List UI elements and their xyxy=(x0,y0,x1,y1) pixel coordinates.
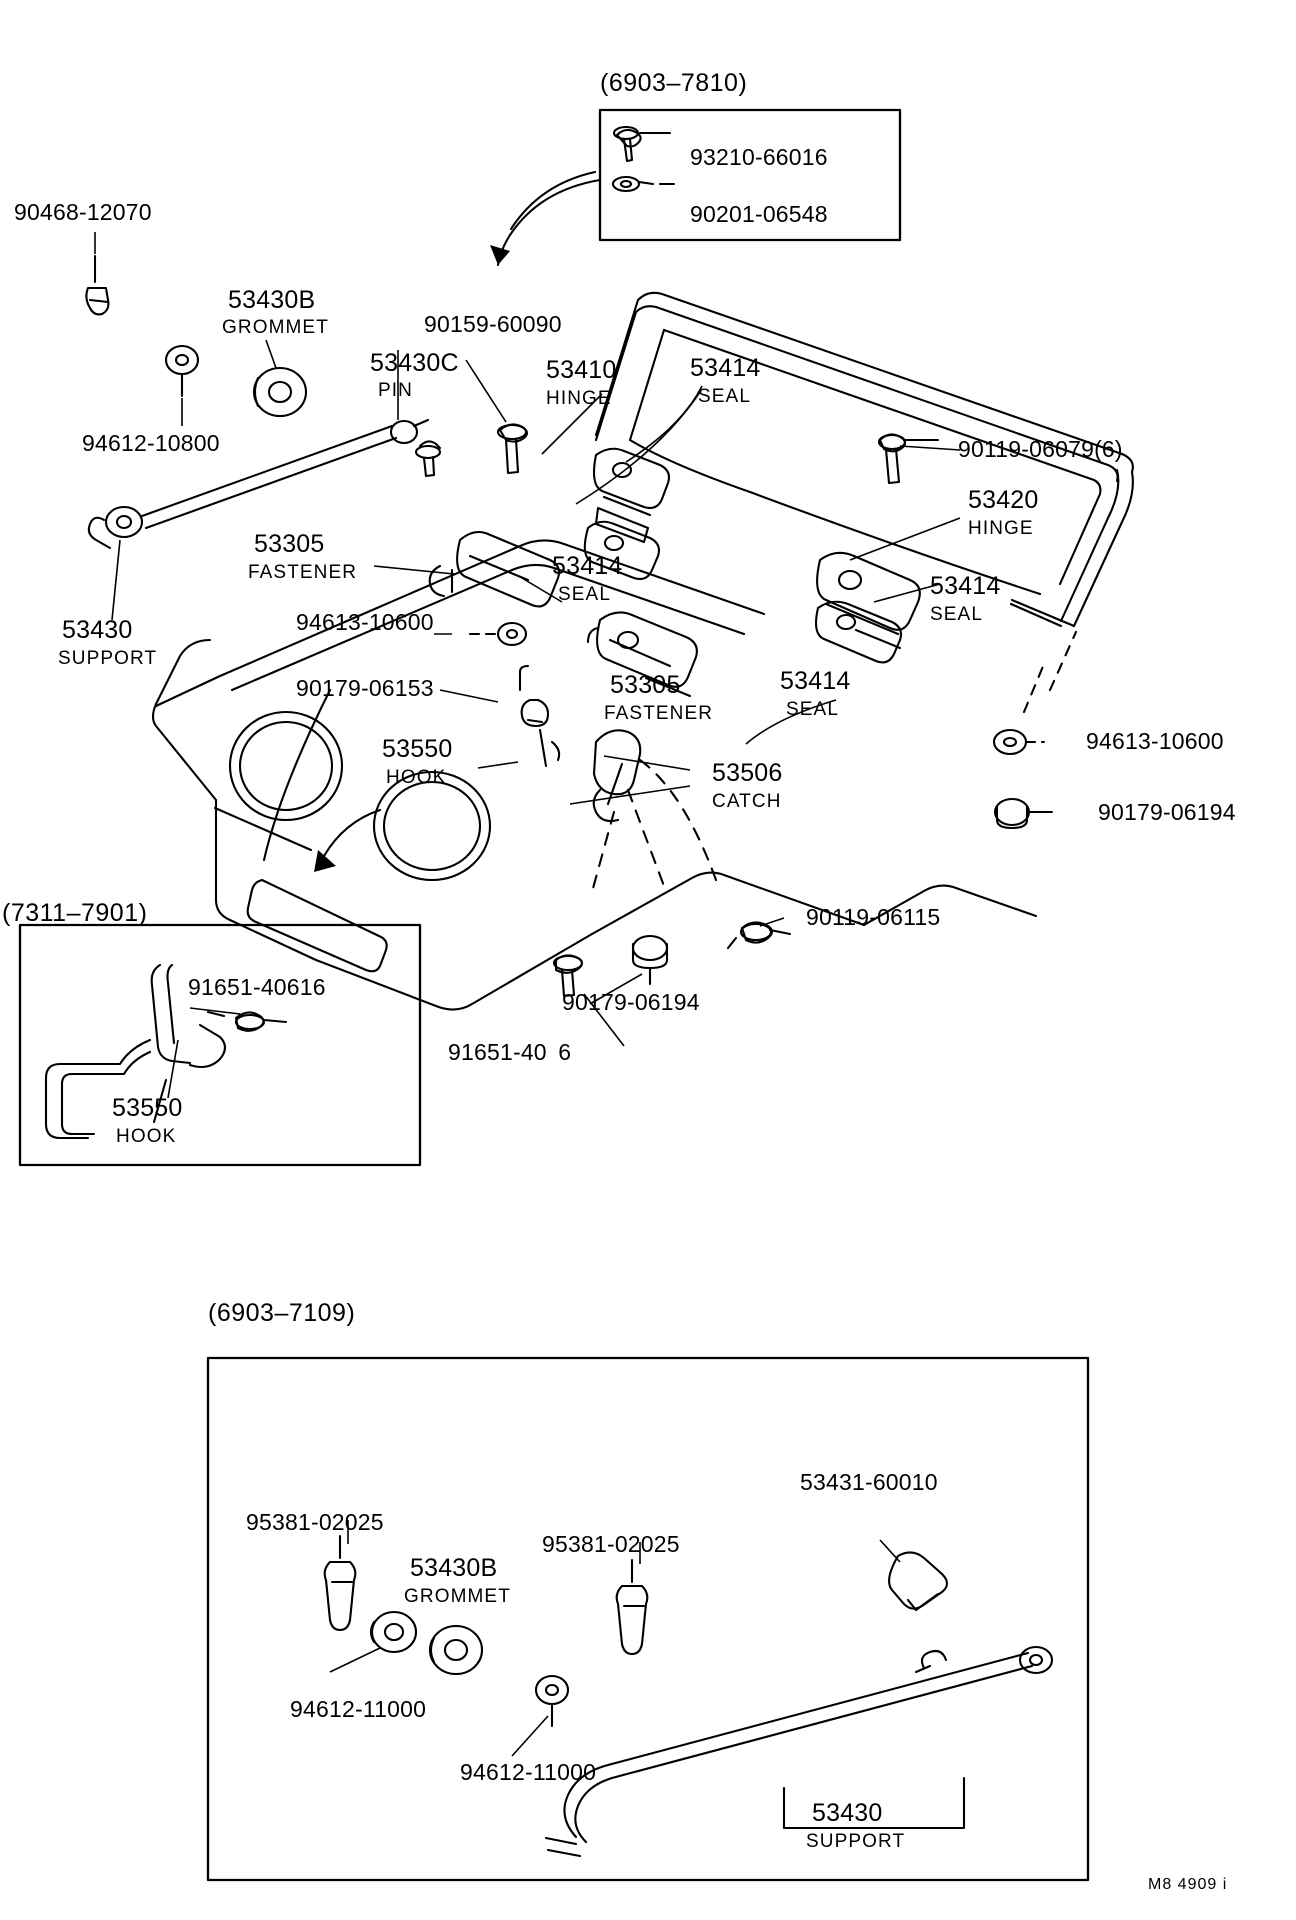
callout-90201-06548: 90201-06548 xyxy=(690,201,828,227)
callout-53430B: 53430B xyxy=(228,286,316,314)
callout-53305-mid-name: FASTENER xyxy=(604,703,714,724)
callout-53414-top-name: SEAL xyxy=(698,386,751,407)
callout-90179-06153: 90179-06153 xyxy=(296,675,434,701)
callout-90119-06115: 90119-06115 xyxy=(806,904,941,930)
callout-53414-right-name: SEAL xyxy=(930,604,983,625)
sheet-footer-code: M8 4909 i xyxy=(1148,1876,1228,1893)
callout-53430B-name: GROMMET xyxy=(222,317,329,338)
callout-53550-hook-name: HOOK xyxy=(386,767,447,788)
callout-53420: 53420 xyxy=(968,486,1039,514)
callout-53414-low: 53414 xyxy=(780,667,851,695)
callout-53430-support-name: SUPPORT xyxy=(58,648,158,669)
callout-91651-40616: 91651-40616 xyxy=(188,974,326,1000)
callout-94613-10600-mid: 94613-10600 xyxy=(296,609,434,635)
callout-95381-02025-left: 95381-02025 xyxy=(246,1509,384,1535)
callout-90468-12070: 90468-12070 xyxy=(14,199,152,225)
group-label-7311-7901: (7311–7901) xyxy=(2,899,148,927)
callout-53430-support: 53430 xyxy=(62,616,133,644)
callout-53420-name: HINGE xyxy=(968,518,1034,539)
callout-90179-06194-bottom: 90179-06194 xyxy=(562,989,700,1015)
callout-93210-66016: 93210-66016 xyxy=(690,144,828,170)
group-label-6903-7810: (6903–7810) xyxy=(600,69,748,97)
callout-53305-left: 53305 xyxy=(254,530,325,558)
callout-90179-06194-right: 90179-06194 xyxy=(1098,799,1236,825)
callout-94612-11000-mid: 94612-11000 xyxy=(460,1759,597,1785)
callout-53305-mid: 53305 xyxy=(610,671,681,699)
callout-53414-right: 53414 xyxy=(930,572,1001,600)
callout-94613-10600-right: 94613-10600 xyxy=(1086,728,1224,754)
callout-53506-name: CATCH xyxy=(712,791,782,812)
callout-90119-06079: 90119-06079(6) xyxy=(958,436,1123,462)
callout-94612-11000-left: 94612-11000 xyxy=(290,1696,427,1722)
callout-53414-top: 53414 xyxy=(690,354,761,382)
callout-53506: 53506 xyxy=(712,759,783,787)
callout-53550-hook-inset: 53550 xyxy=(112,1094,183,1122)
callout-53430-support-bottom: 53430 xyxy=(812,1799,883,1827)
callout-53305-left-name: FASTENER xyxy=(248,562,358,583)
callout-94612-10800: 94612-10800 xyxy=(82,430,220,456)
callout-53430C: 53430C xyxy=(370,349,459,377)
callout-53550-hook-inset-name: HOOK xyxy=(116,1126,177,1147)
group-label-6903-7109: (6903–7109) xyxy=(208,1299,356,1327)
callout-53414-low-name: SEAL xyxy=(786,699,839,720)
callout-91651-40-6: 91651-40 6 xyxy=(448,1039,572,1065)
callout-53414-mid-name: SEAL xyxy=(558,584,611,605)
callout-53430-support-bottom-name: SUPPORT xyxy=(806,1831,906,1852)
callout-53430B-bottom: 53430B xyxy=(410,1554,498,1582)
callout-53410: 53410 xyxy=(546,356,617,384)
callout-90159-60090: 90159-60090 xyxy=(424,311,562,337)
callout-53431-60010: 53431-60010 xyxy=(800,1469,938,1495)
callout-53550-hook: 53550 xyxy=(382,735,453,763)
callout-95381-02025-mid: 95381-02025 xyxy=(542,1531,680,1557)
callout-53430C-name: PIN xyxy=(378,380,413,401)
callout-53430B-bottom-name: GROMMET xyxy=(404,1586,511,1607)
callout-53410-name: HINGE xyxy=(546,388,612,409)
callout-53414-mid: 53414 xyxy=(552,552,623,580)
